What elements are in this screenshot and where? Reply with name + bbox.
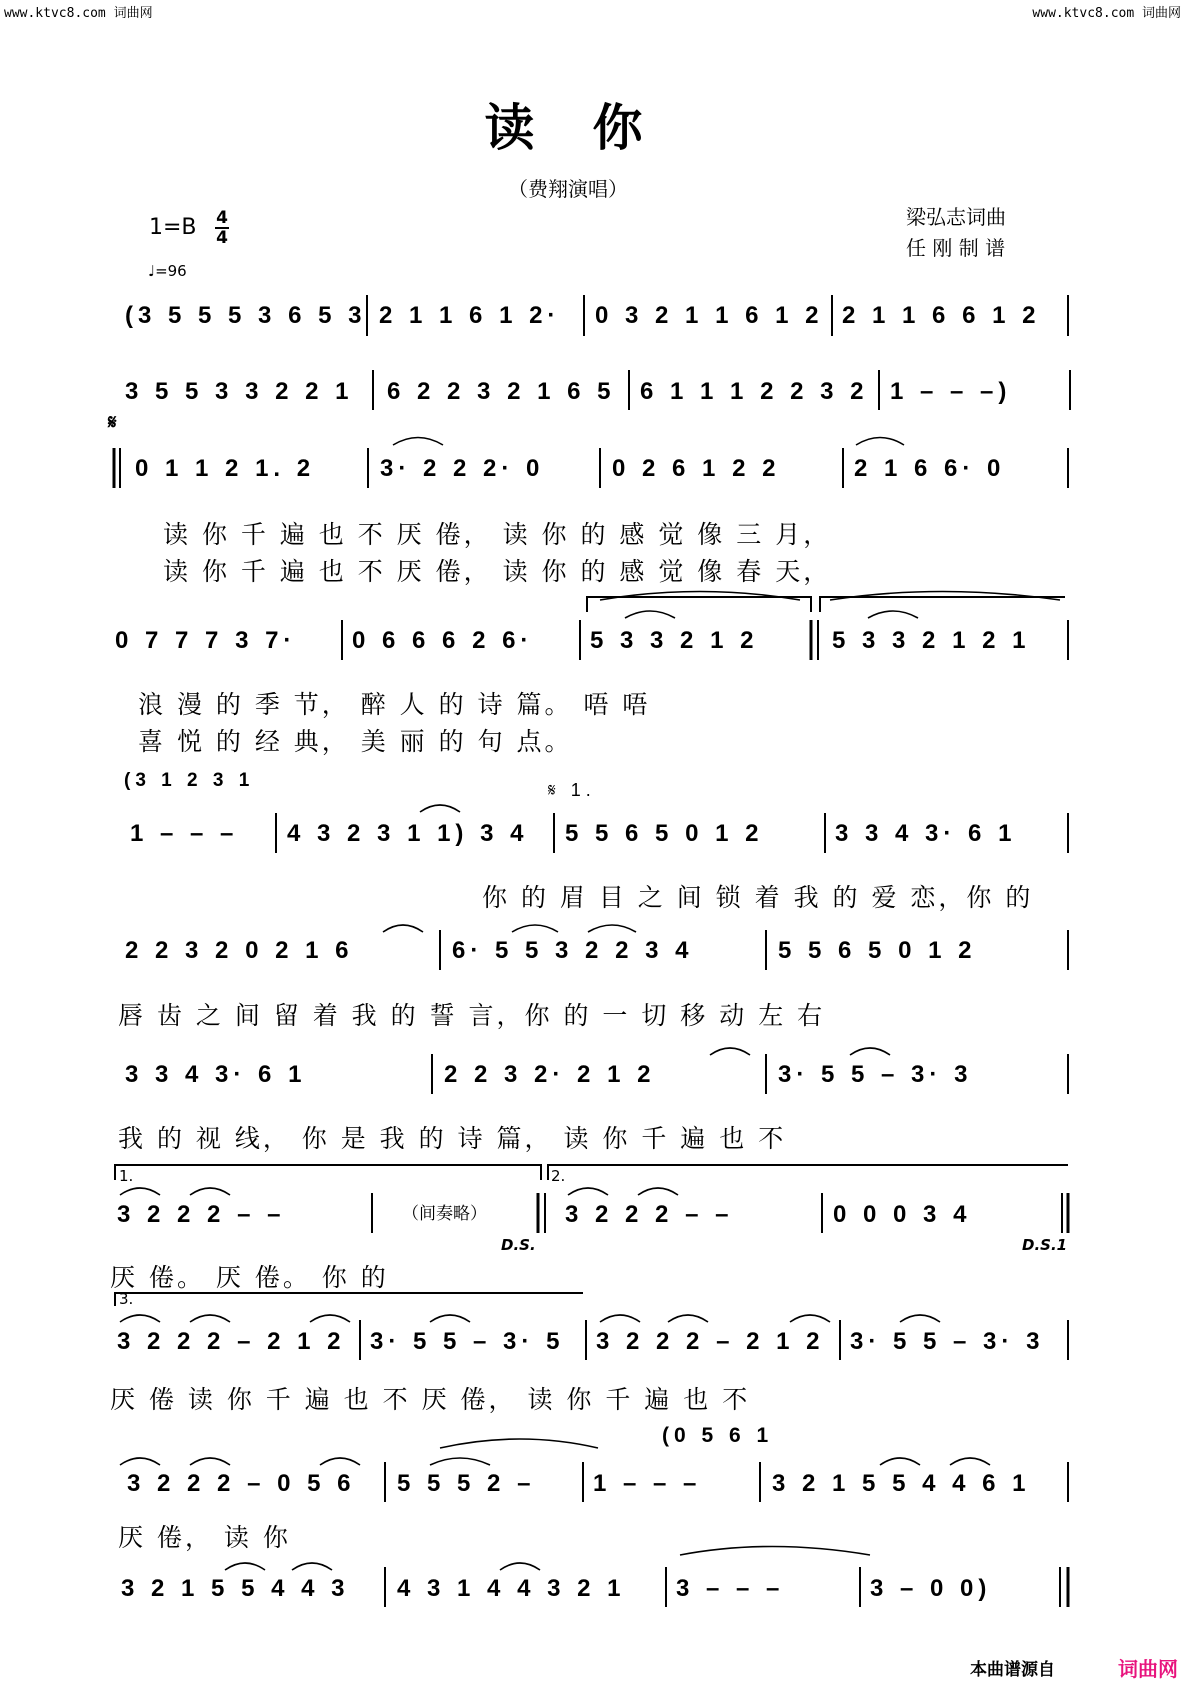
measure: 3 2 2 2 – – [117, 1201, 286, 1228]
lyric-line: 厌 倦 读 你 千 遍 也 不 厌 倦， 读 你 千 遍 也 不 [110, 1385, 751, 1414]
watermark-right: www.ktvc8.com 词曲网 [1032, 6, 1181, 21]
volta-1-label: 1. [119, 1167, 134, 1185]
notation-credit: 任 刚 制 谱 [906, 236, 1006, 260]
lyric-line: 读 你 千 遍 也 不 厌 倦， 读 你 的 感 觉 像 春 天， [163, 557, 832, 586]
measure: 4 3 1 4 4 3 2 1 [397, 1575, 626, 1602]
measure: 6 1 1 1 2 2 3 2 [640, 378, 869, 405]
measure: 3 2 2 2 – 2 1 2 [117, 1328, 346, 1355]
song-title: 读你 [484, 98, 701, 157]
footer-source: 本曲谱源自 [970, 1660, 1055, 1680]
volta-3-label: 3. [119, 1290, 134, 1308]
measure: 4 3 2 3 1 1) 3 4 [287, 820, 529, 847]
dal-segno-1: D.S.1 [1022, 1236, 1068, 1254]
measure: 6· 5 5 3 2 2 3 4 [452, 937, 694, 964]
measure: 5 5 5 2 – [397, 1470, 536, 1497]
measure: 3 2 2 2 – – [565, 1201, 734, 1228]
tempo-mark: ♩=96 [148, 262, 187, 280]
measure: 3· 5 5 – 3· 5 [370, 1328, 565, 1355]
measure: 3 3 4 3· 6 1 [835, 820, 1017, 847]
measure: 3 2 1 5 5 4 4 3 [121, 1575, 350, 1602]
lyric-line: 喜 悦 的 经 典， 美 丽 的 句 点。 [138, 727, 573, 756]
measure: 5 3 3 2 1 2 1 [832, 627, 1031, 654]
lyric-line: 厌 倦， 读 你 [118, 1523, 291, 1552]
volta-2-label: 2. [551, 1167, 566, 1185]
measure: 3 3 4 3· 6 1 [125, 1061, 307, 1088]
dal-segno: D.S. [501, 1236, 536, 1254]
lyric-line: 唇 齿 之 间 留 着 我 的 誓 言，你 的 一 切 移 动 左 右 [118, 1001, 826, 1030]
lyric-line: 厌 倦。 厌 倦。 你 的 [110, 1263, 389, 1292]
key-signature: 1=B [149, 215, 197, 240]
measure: 3· 2 2 2· 0 [380, 455, 545, 482]
measure: 0 3 2 1 1 6 1 2 [595, 302, 824, 329]
measure: 0 7 7 7 3 7· [115, 627, 297, 654]
ornament-notes: (0 5 6 1 [662, 1424, 774, 1447]
ornament-notes: (3 1 2 3 1 [124, 770, 255, 791]
measure: 3· 5 5 – 3· 3 [850, 1328, 1045, 1355]
lyric-line: 你 的 眉 目 之 间 锁 着 我 的 爱 恋，你 的 [482, 883, 1034, 912]
lyric-line: 我 的 视 线， 你 是 我 的 诗 篇， 读 你 千 遍 也 不 [118, 1124, 787, 1153]
watermark-left: www.ktvc8.com 词曲网 [4, 6, 153, 21]
time-bottom: 4 [216, 228, 228, 248]
measure: 3 – – – [676, 1575, 785, 1602]
measure: 1 – – – [130, 820, 239, 847]
measure: 3 5 5 3 3 2 2 1 [125, 378, 354, 405]
measure: 2 1 1 6 1 2· [379, 302, 561, 329]
footer-brand: 词曲网 [1118, 1657, 1178, 1681]
measure: 5 5 6 5 0 1 2 [565, 820, 764, 847]
measure: 5 3 3 2 1 2 [590, 627, 759, 654]
measure: 1 – – –) [890, 378, 1012, 405]
measure: (3 5 5 5 3 6 5 3 [125, 302, 367, 329]
segno-first-ending: 𝄋 1. [548, 780, 596, 800]
measure: 5 5 6 5 0 1 2 [778, 937, 977, 964]
measure: 3· 5 5 – 3· 3 [778, 1061, 973, 1088]
measure: 2 2 3 2· 2 1 2 [444, 1061, 656, 1088]
singer-credit: （费翔演唱） [508, 177, 628, 201]
measure: 3 – 0 0) [870, 1575, 992, 1602]
measure: 6 2 2 3 2 1 6 5 [387, 378, 616, 405]
lyricist-credit: 梁弘志词曲 [906, 205, 1006, 229]
measure: 3 2 1 5 5 4 4 6 1 [772, 1470, 1031, 1497]
lyric-line: 浪 漫 的 季 节， 醉 人 的 诗 篇。 唔 唔 [138, 690, 651, 719]
measure: 3 2 2 2 – 0 5 6 [127, 1470, 356, 1497]
measure: 0 0 0 3 4 [833, 1201, 972, 1228]
measure: 2 1 1 6 6 1 2 [842, 302, 1041, 329]
measure: 2 1 6 6· 0 [854, 455, 1006, 482]
time-top: 4 [216, 208, 228, 228]
measure: 0 1 1 2 1. 2 [135, 455, 316, 482]
measure: 0 2 6 1 2 2 [612, 455, 781, 482]
measure: 3 2 2 2 – 2 1 2 [596, 1328, 825, 1355]
interlude-note: （间奏略） [402, 1204, 487, 1224]
measure: 2 2 3 2 0 2 1 6 [125, 937, 354, 964]
segno-sign: 𝄋 [108, 412, 122, 434]
measure: 1 – – – [593, 1470, 702, 1497]
measure: 0 6 6 6 2 6· [352, 627, 534, 654]
lyric-line: 读 你 千 遍 也 不 厌 倦， 读 你 的 感 觉 像 三 月， [163, 520, 832, 549]
